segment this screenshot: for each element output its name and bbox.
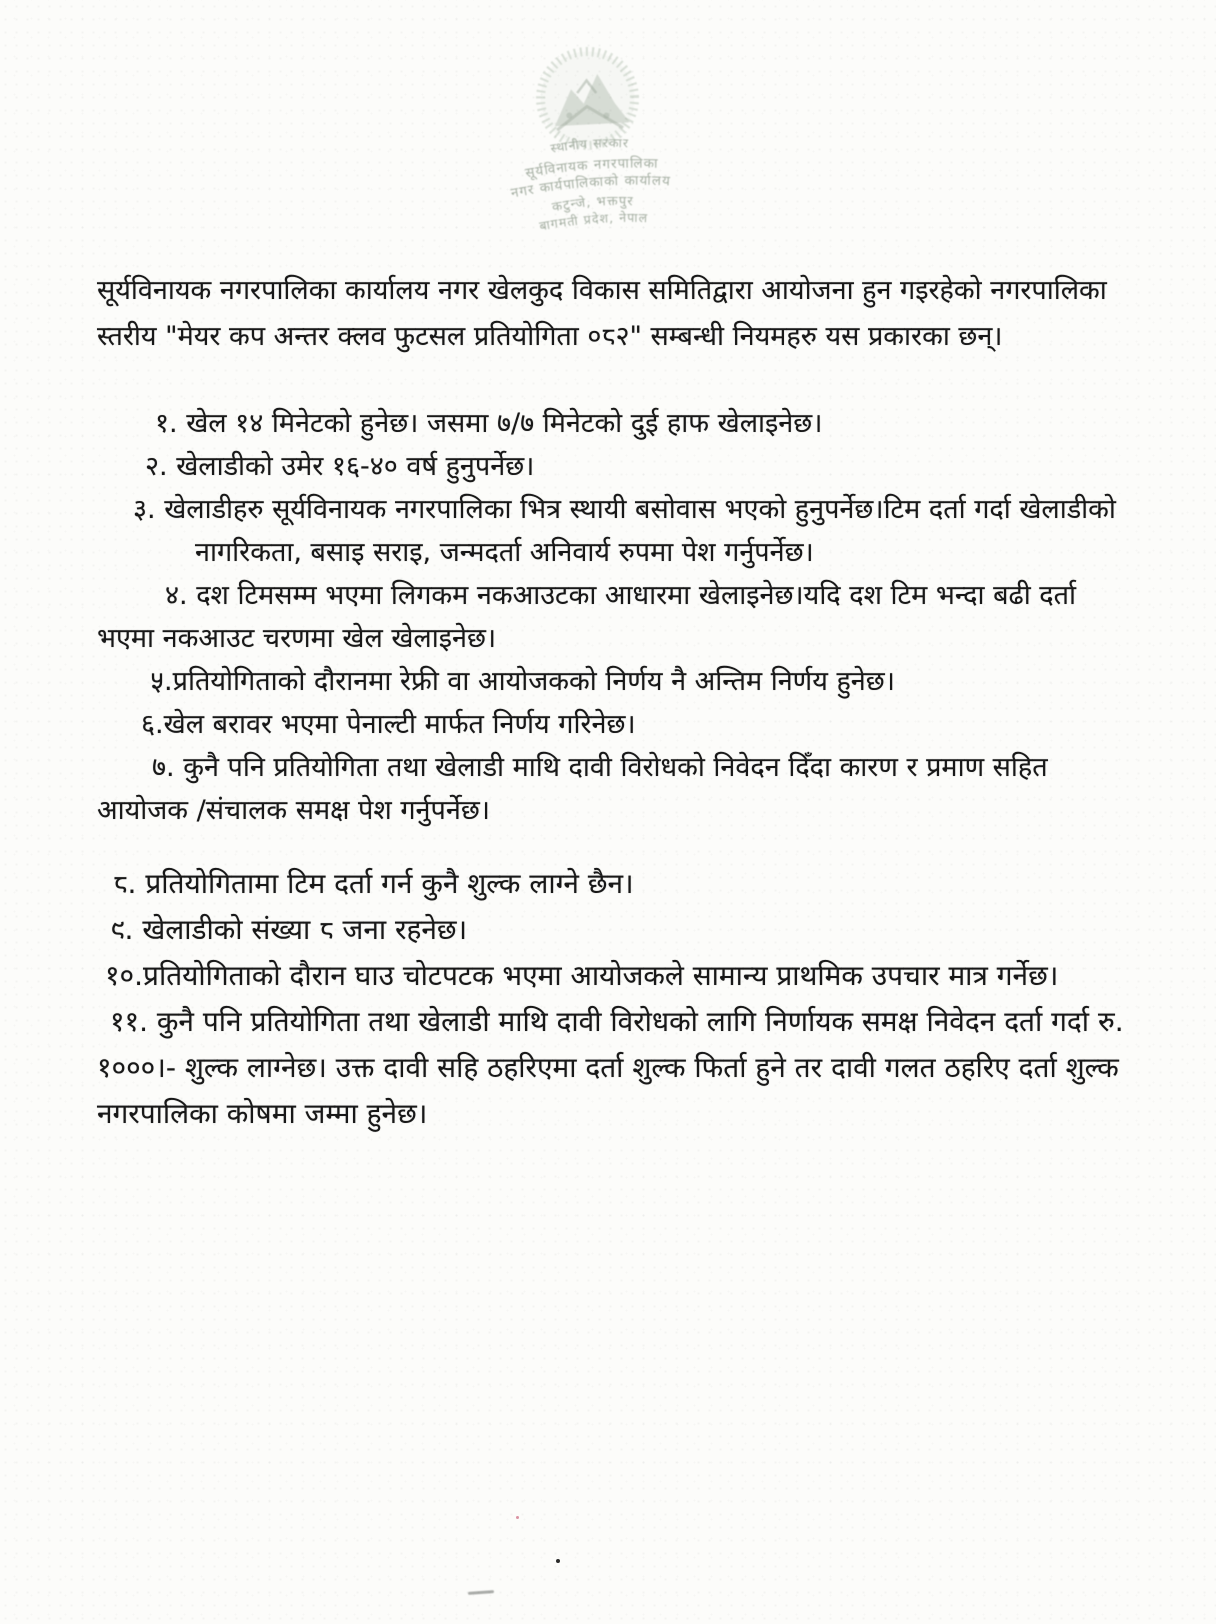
rule-item: १. खेल १४ मिनेटको हुनेछ। जसमा ७/७ मिनेटको दुई हाफ खेलाइनेछ। xyxy=(155,408,823,439)
scan-speck xyxy=(556,1559,560,1563)
seal-emblem-icon xyxy=(538,49,637,148)
rule-item: ५.प्रतियोगिताको दौरानमा रेफ्री वा आयोजकको निर्णय नै अन्तिम निर्णय हुनेछ। xyxy=(150,666,895,697)
scan-speck xyxy=(516,1516,519,1519)
scan-smudge xyxy=(468,1590,494,1595)
rule-item: ११. कुनै पनि प्रतियोगिता तथा खेलाडी माथि दावी विरोधको लागि निर्णायक समक्ष निवेदन दर्ता गर्दा रु. १०००।- शुल्क लाग्नेछ। उक्त दावी सहि ठहरिएमा दर्ता शुल्क फिर्ता हुने तर दावी गलत ठहरिए दर्ता शुल्क नगरपालिका कोषमा जम्मा हुनेछ। xyxy=(97,1005,1124,1130)
intro-paragraph: सूर्यविनायक नगरपालिका कार्यालय नगर खेलकुद विकास समितिद्वारा आयोजना हुन गइरहेको नगरपालिका स्तरीय "मेयर कप अन्तर क्लव फुटसल प्रतियोगिता ०८२" सम्बन्धी नियमहरु यस प्रकारका छन्। xyxy=(97,275,1107,352)
rule-item: ३. खेलाडीहरु सूर्यविनायक नगरपालिका भित्र स्थायी बसोवास भएको हुनुपर्नेछ।टिम दर्ता गर्दा खेलाडीको नागरिकता, बसाइ सराइ, जन्मदर्ता अनिवार्य रुपमा पेश गर्नुपर्नेछ। xyxy=(133,494,1116,568)
rules-list xyxy=(97,402,1125,1137)
seal-line-1: स्थानीय सरकार xyxy=(549,135,630,156)
rule-item: ७. कुनै पनि प्रतियोगिता तथा खेलाडी माथि दावी विरोधको निवेदन दिँदा कारण र प्रमाण सहित आयोजक /संचालक समक्ष पेश गर्नुपर्नेछ। xyxy=(97,752,1048,826)
rule-item: २. खेलाडीको उमेर १६-४० वर्ष हुनुपर्नेछ। xyxy=(145,451,535,482)
rule-item: ९. खेलाडीको संख्या ८ जना रहनेछ। xyxy=(110,913,468,946)
seal-line-3: नगर कार्यपालिकाको कार्यालय xyxy=(509,172,672,202)
seal-line-4: कटुन्जे, भक्तपुर xyxy=(550,194,634,216)
rule-item: ६.खेल बरावर भएमा पेनाल्टी मार्फत निर्णय गरिनेछ। xyxy=(141,709,636,740)
seal-line-2: सूर्यविनायक नगरपालिका xyxy=(524,155,659,182)
rule-item: १०.प्रतियोगिताको दौरान घाउ चोटपटक भएमा आयोजकले सामान्य प्राथमिक उपचार मात्र गर्नेछ। xyxy=(105,959,1059,992)
rule-item: ४. दश टिमसम्म भएमा लिगकम नकआउटका आधारमा खेलाइनेछ।यदि दश टिम भन्दा बढी दर्ता भएमा नकआउट चरणमा खेल खेलाइनेछ। xyxy=(97,580,1076,654)
seal-line-5: बागमती प्रदेश, नेपाल xyxy=(538,209,649,234)
municipal-seal xyxy=(432,28,763,264)
rule-item: ८. प्रतियोगितामा टिम दर्ता गर्न कुनै शुल्क लाग्ने छैन। xyxy=(113,867,634,900)
